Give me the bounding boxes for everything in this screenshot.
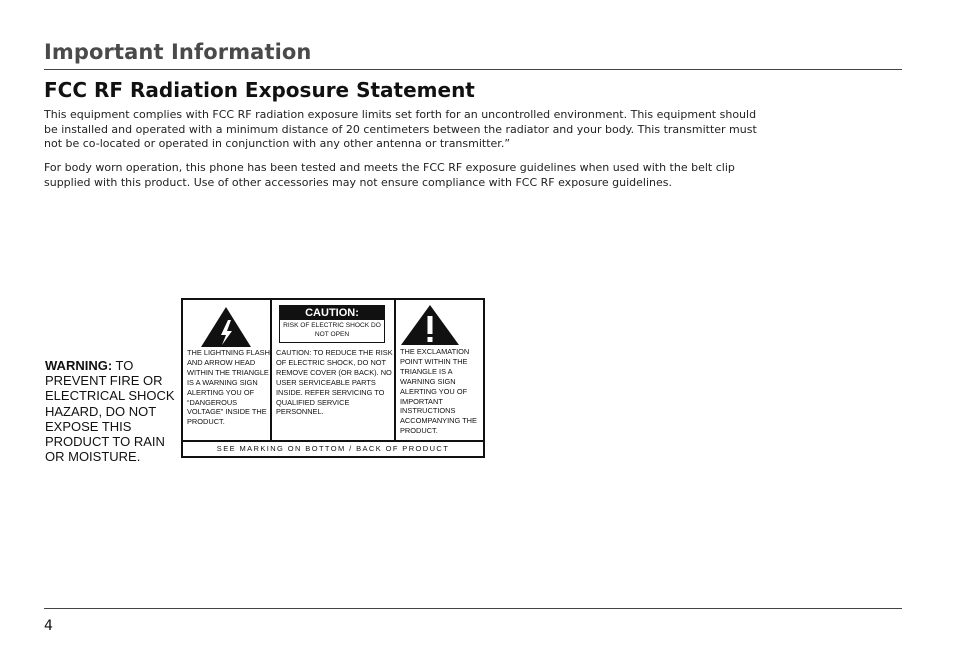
marking-note: SEE MARKING ON BOTTOM / BACK OF PRODUCT [183, 440, 483, 456]
exclamation-triangle-icon [400, 304, 460, 346]
paragraph-exposure-limits: This equipment complies with FCC RF radiation exposure limits set forth for an uncontrolled environment. This equipment should be installed and operated with a minimum distance of 20 centimeters between the radiator and your body. This transmitter must not be co-located or operated in conjunction with any other antenna or transmitter.” [44, 108, 757, 150]
caution-label [181, 298, 485, 458]
lightning-panel [183, 300, 272, 440]
page-heading: FCC RF Radiation Exposure Statement [44, 78, 475, 102]
page-number: 4 [44, 618, 53, 634]
section-title: Important Information [44, 40, 312, 64]
caution-panel [272, 300, 396, 440]
caution-description: CAUTION: TO REDUCE THE RISK OF ELECTRIC SHOCK, DO NOT REMOVE COVER (OR BACK). NO USER SERVICEABLE PARTS INSIDE. REFER SERVICING TO QUALIFIED SERVICE PERSONNEL. [276, 348, 393, 417]
paragraph-body-worn: For body worn operation, this phone has been tested and meets the FCC RF exposure guidelines when used with the belt clip supplied with this product. Use of other accessories may not ensure compliance with FCC RF exposure guidelines. [44, 161, 735, 189]
warning-notice [45, 358, 179, 464]
lightning-description: THE LIGHTNING FLASH AND ARROW HEAD WITHIN THE TRIANGLE IS A WARNING SIGN ALERTING YOU OF “DANGEROUS VOLTAGE” INSIDE THE PRODUCT. [187, 348, 270, 427]
footer-divider [44, 608, 902, 609]
warning-text: TO PREVENT FIRE OR ELECTRICAL SHOCK HAZARD, DO NOT EXPOSE THIS PRODUCT TO RAIN OR MOISTURE. [45, 358, 175, 465]
warning-label: WARNING: [45, 358, 113, 373]
exclamation-panel [396, 300, 483, 440]
exclamation-description: THE EXCLAMATION POINT WITHIN THE TRIANGLE IS A WARNING SIGN ALERTING YOU OF IMPORTANT INSTRUCTIONS ACCOMPANYING THE PRODUCT. [400, 347, 477, 436]
header-divider [44, 69, 902, 70]
caution-subtitle: RISK OF ELECTRIC SHOCK DO NOT OPEN [283, 322, 381, 338]
caution-title: CAUTION: [280, 306, 384, 320]
caution-badge [279, 305, 385, 343]
lightning-triangle-icon [200, 306, 252, 348]
